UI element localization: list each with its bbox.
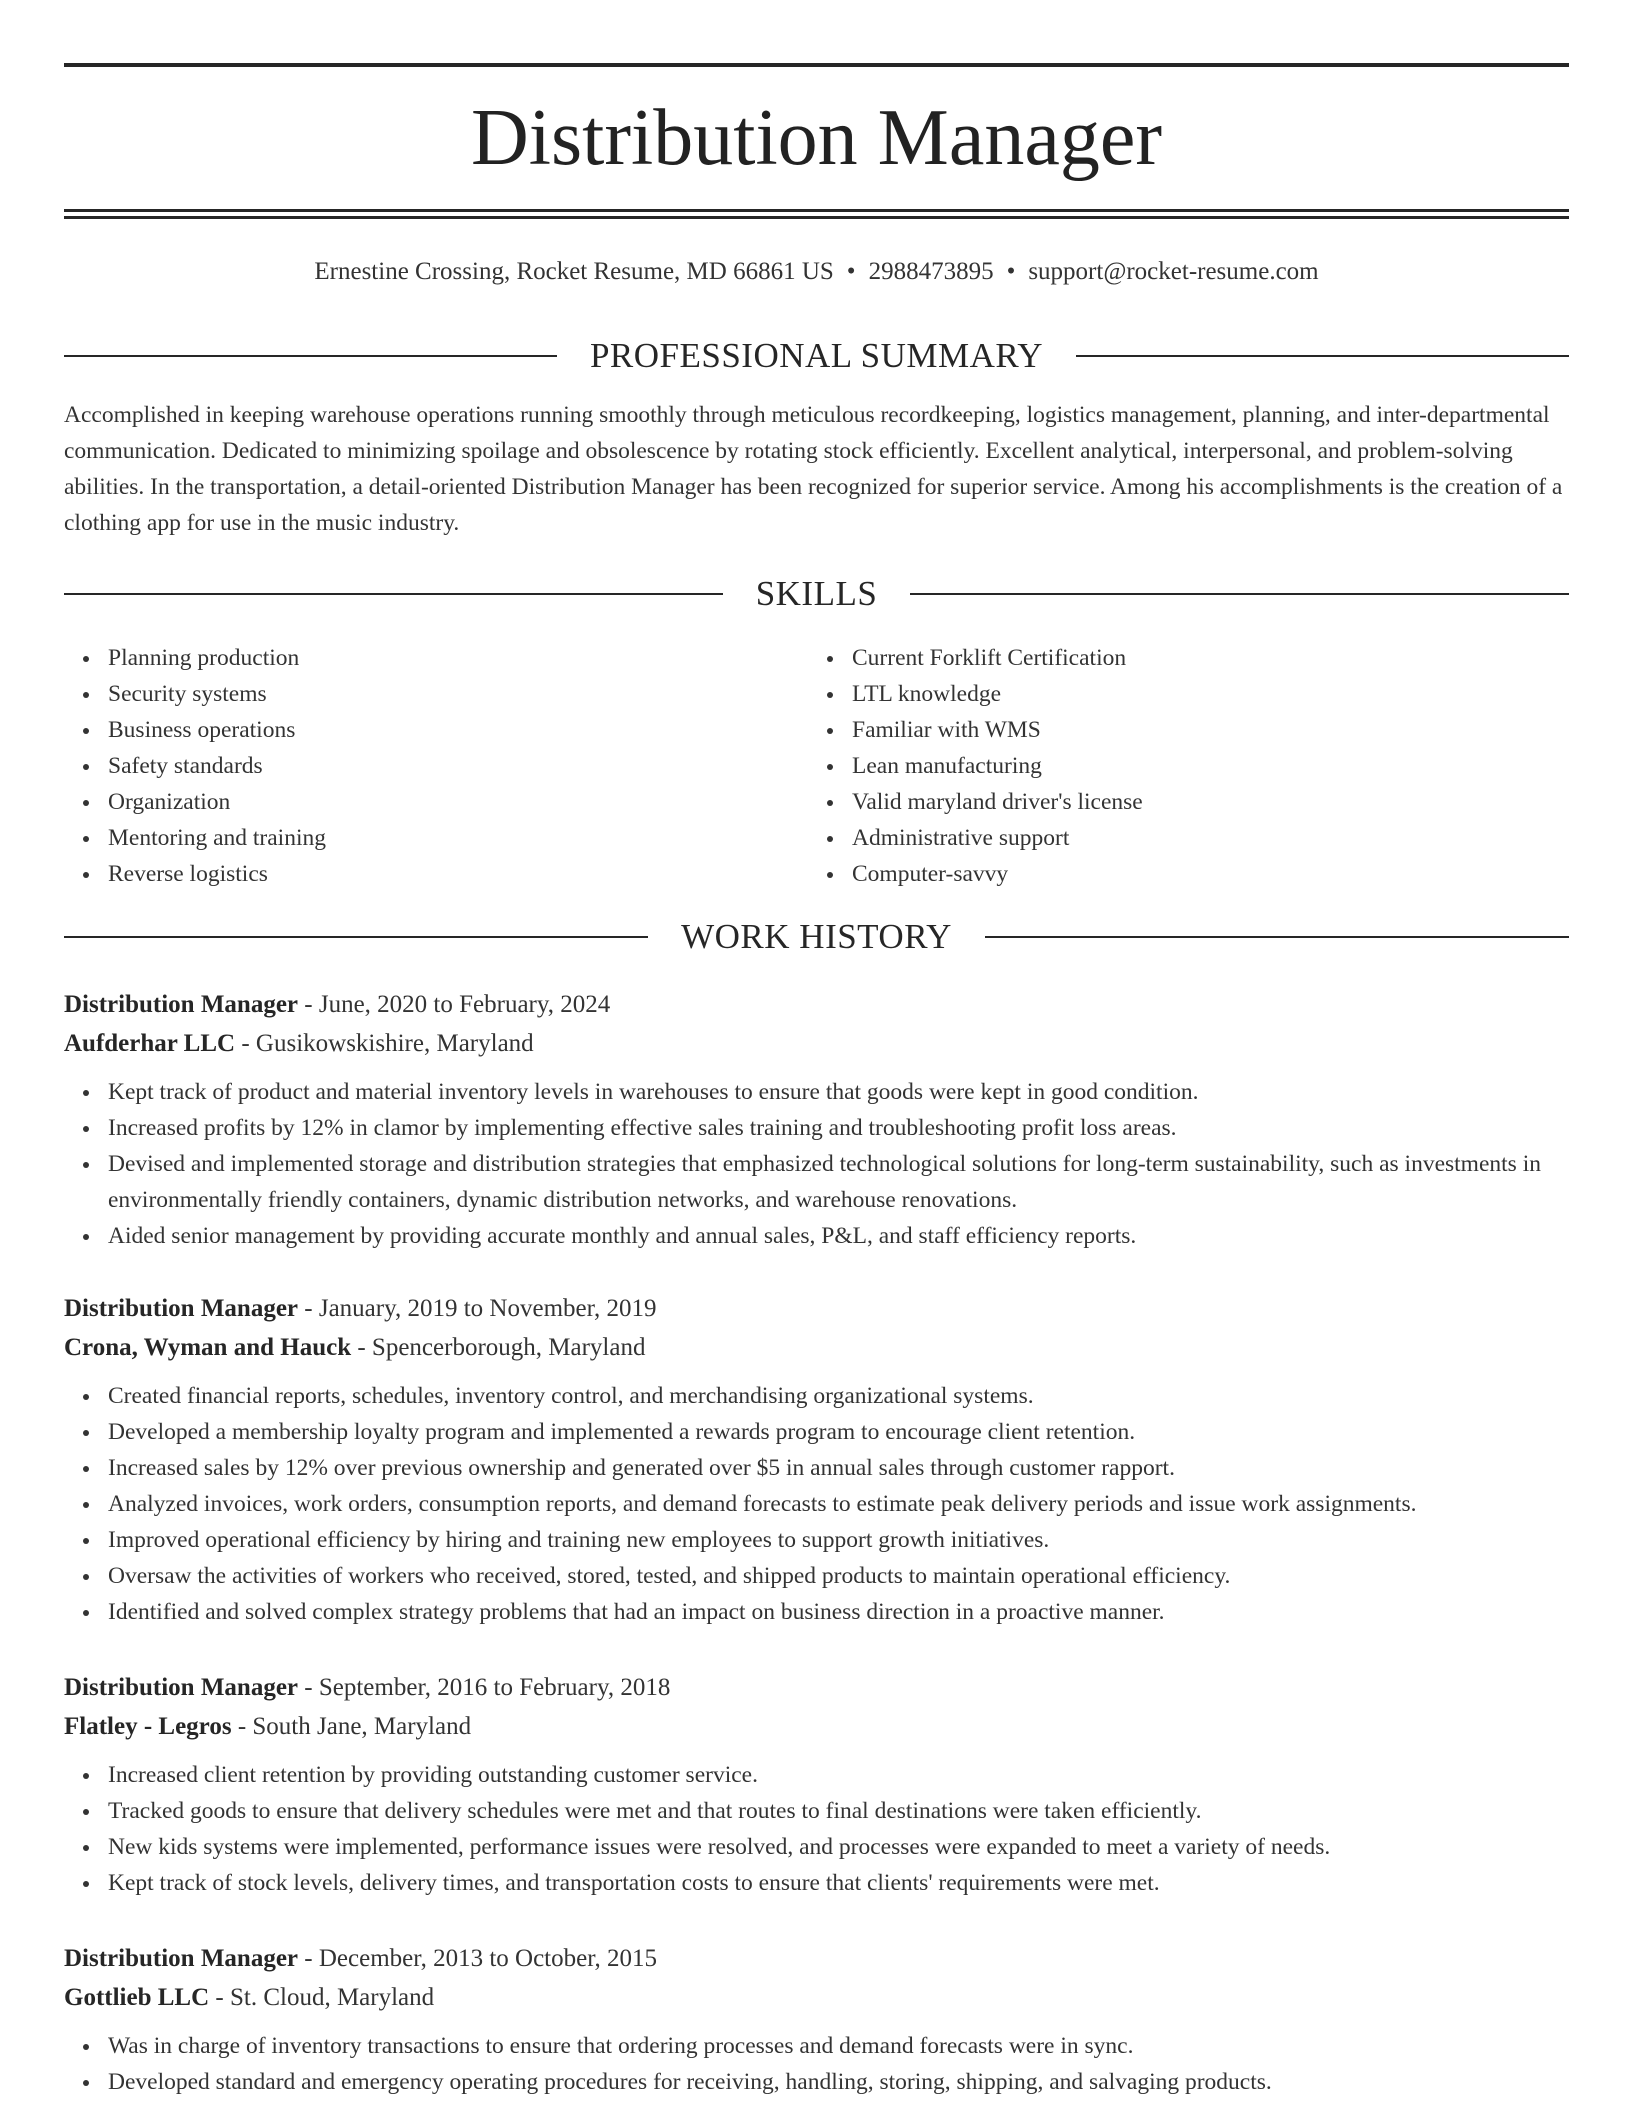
job-location: - Gusikowskishire, Maryland	[235, 1030, 534, 1057]
contact-phone: 2988473895	[868, 258, 994, 285]
contact-line	[64, 254, 1569, 290]
duty-item: Analyzed invoices, work orders, consumption reports, and demand forecasts to estimate peak delivery periods and issue work assignments.	[108, 1486, 1569, 1522]
duty-item: Developed standard and emergency operating procedures for receiving, handling, storing, shipping, and salvaging products.	[108, 2064, 1569, 2100]
job-role: Distribution Manager	[64, 991, 299, 1018]
duty-item: Kept track of product and material inventory levels in warehouses to ensure that goods were kept in good condition.	[108, 1074, 1569, 1110]
job-role: Distribution Manager	[64, 1295, 299, 1322]
skills-column-left	[64, 640, 808, 892]
job-duties	[64, 1757, 1569, 1901]
job-dates: - January, 2019 to November, 2019	[298, 1295, 657, 1322]
duty-item: Increased sales by 12% over previous ownership and generated over $5 in annual sales through customer rapport.	[108, 1450, 1569, 1486]
job-entry	[64, 985, 1569, 1254]
job-location: - Spencerborough, Maryland	[351, 1334, 646, 1361]
job-dates: - September, 2016 to February, 2018	[298, 1674, 671, 1701]
resume-page	[64, 0, 1569, 2112]
job-role: Distribution Manager	[64, 1945, 299, 1972]
job-role: Distribution Manager	[64, 1674, 299, 1701]
job-title-line	[64, 1668, 1569, 1707]
skills-heading-title: SKILLS	[755, 574, 878, 613]
heading-rule-left	[64, 593, 723, 595]
job-title-line	[64, 985, 1569, 1024]
duty-item: Was in charge of inventory transactions to ensure that ordering processes and demand forecasts were in sync.	[108, 2028, 1569, 2064]
job-company-line	[64, 1707, 1569, 1746]
job-company-line	[64, 1024, 1569, 1063]
work-heading	[64, 915, 1569, 959]
skill-item: Mentoring and training	[108, 820, 808, 856]
duty-item: Devised and implemented storage and distribution strategies that emphasized technological solutions for long-term sustainability, such as investments in environmentally friendly containers, dynamic distribution networks, and warehouse renovations.	[108, 1146, 1569, 1218]
duty-item: Oversaw the activities of workers who received, stored, tested, and shipped products to maintain operational efficiency.	[108, 1558, 1569, 1594]
duty-item: Aided senior management by providing accurate monthly and annual sales, P&L, and staff efficiency reports.	[108, 1218, 1569, 1254]
duty-item: New kids systems were implemented, performance issues were resolved, and processes were expanded to meet a variety of needs.	[108, 1829, 1569, 1865]
duty-item: Created financial reports, schedules, inventory control, and merchandising organizational systems.	[108, 1378, 1569, 1414]
summary-heading-title: PROFESSIONAL SUMMARY	[589, 336, 1044, 375]
job-location: - St. Cloud, Maryland	[209, 1984, 435, 2011]
skill-item: Reverse logistics	[108, 856, 808, 892]
job-duties	[64, 2028, 1569, 2100]
skills-heading	[64, 572, 1569, 616]
skill-item: Business operations	[108, 712, 808, 748]
duty-item: Kept track of stock levels, delivery times, and transportation costs to ensure that clients' requirements were met.	[108, 1865, 1569, 1901]
duty-item: Tracked goods to ensure that delivery schedules were met and that routes to final destinations were taken efficiently.	[108, 1793, 1569, 1829]
job-title-line	[64, 1939, 1569, 1978]
heading-rule-left	[64, 936, 648, 938]
heading-rule-left	[64, 355, 557, 357]
skill-item: Administrative support	[852, 820, 1552, 856]
job-duties	[64, 1074, 1569, 1254]
header-top-rule	[64, 63, 1569, 67]
header-bottom-rule-2	[64, 216, 1569, 219]
job-dates: - June, 2020 to February, 2024	[298, 991, 611, 1018]
contact-separator: •	[846, 258, 856, 285]
job-location: - South Jane, Maryland	[231, 1713, 472, 1740]
header-bottom-rule	[64, 209, 1569, 212]
job-title-line	[64, 1289, 1569, 1328]
job-entry	[64, 1939, 1569, 2100]
skill-item: LTL knowledge	[852, 676, 1552, 712]
duty-item: Increased client retention by providing outstanding customer service.	[108, 1757, 1569, 1793]
skill-item: Current Forklift Certification	[852, 640, 1552, 676]
job-company: Aufderhar LLC	[64, 1030, 236, 1057]
skills-list	[64, 640, 1569, 892]
heading-rule-right	[1076, 355, 1569, 357]
job-entry	[64, 1668, 1569, 1901]
heading-rule-right	[910, 593, 1569, 595]
job-company: Gottlieb LLC	[64, 1984, 210, 2011]
skill-item: Familiar with WMS	[852, 712, 1552, 748]
job-dates: - December, 2013 to October, 2015	[298, 1945, 658, 1972]
duty-item: Developed a membership loyalty program and implemented a rewards program to encourage client retention.	[108, 1414, 1569, 1450]
job-company-line	[64, 1328, 1569, 1367]
job-company: Flatley - Legros	[64, 1713, 232, 1740]
summary-text: Accomplished in keeping warehouse operations running smoothly through meticulous recordkeeping, logistics management, planning, and inter-departmental communication. Dedicated to minimizing spoilage and obsolescence by rotating stock efficiently. Excellent analytical, interpersonal, and problem-solving abilities. In the transportation, a detail-oriented Distribution Manager has been recognized for superior service. Among his accomplishments is the creation of a clothing app for use in the music industry.	[64, 402, 1563, 536]
skill-item: Security systems	[108, 676, 808, 712]
job-duties	[64, 1378, 1569, 1630]
resume-title: Distribution Manager	[471, 94, 1162, 182]
skill-item: Valid maryland driver's license	[852, 784, 1552, 820]
job-entry	[64, 1289, 1569, 1630]
duty-item: Identified and solved complex strategy problems that had an impact on business direction in a proactive manner.	[108, 1594, 1569, 1630]
skill-item: Lean manufacturing	[852, 748, 1552, 784]
skill-item: Organization	[108, 784, 808, 820]
skills-column-right	[808, 640, 1552, 892]
contact-separator: •	[1006, 258, 1016, 285]
heading-rule-right	[985, 936, 1569, 938]
job-company: Crona, Wyman and Hauck	[64, 1334, 352, 1361]
skill-item: Computer-savvy	[852, 856, 1552, 892]
contact-address: Ernestine Crossing, Rocket Resume, MD 66861 US	[314, 258, 834, 285]
duty-item: Increased profits by 12% in clamor by implementing effective sales training and troubleshooting profit loss areas.	[108, 1110, 1569, 1146]
summary-heading	[64, 334, 1569, 378]
skill-item: Planning production	[108, 640, 808, 676]
job-company-line	[64, 1978, 1569, 2017]
skill-item: Safety standards	[108, 748, 808, 784]
contact-email: support@rocket-resume.com	[1028, 258, 1319, 285]
duty-item: Improved operational efficiency by hiring and training new employees to support growth initiatives.	[108, 1522, 1569, 1558]
work-heading-title: WORK HISTORY	[681, 917, 952, 956]
